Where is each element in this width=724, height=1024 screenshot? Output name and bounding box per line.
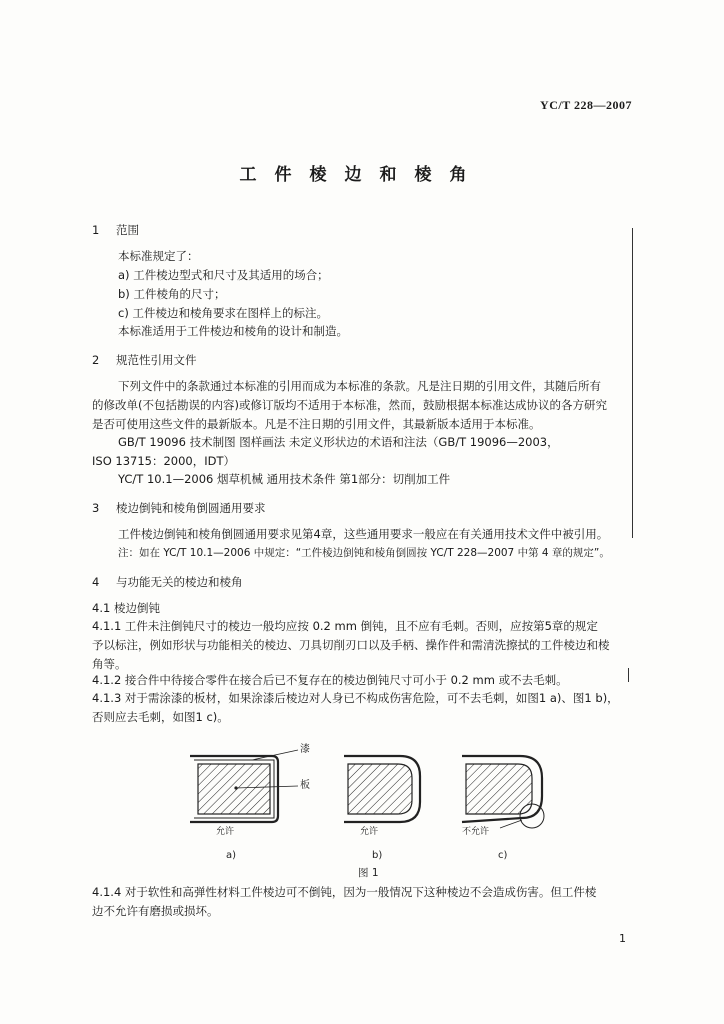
caption-not-allowed-c: 不允许 [462, 827, 490, 837]
revision-bar [632, 228, 633, 538]
section-1-intro: 本标准规定了： [118, 249, 199, 263]
clause-4-1-4-line: 4.1.4 对于软性和高弹性材料工件棱边可不倒钝，因为一般情况下这种棱边不会造成伤害。但工件棱 [92, 885, 597, 899]
caption-allowed-b: 允许 [360, 827, 379, 837]
revision-bar [628, 668, 629, 682]
subfigure-label-c: c) [498, 850, 508, 861]
clause-4-1-heading: 4.1 棱边倒钝 [92, 601, 160, 615]
section-4-title: 与功能无关的棱边和棱角 [116, 575, 243, 589]
section-3-title: 棱边倒钝和棱角倒圆通用要求 [116, 501, 266, 515]
section-4-number: 4 [92, 575, 100, 589]
list-item: b) 工件棱角的尺寸； [118, 287, 226, 301]
section-3-para: 工件棱边倒钝和棱角倒圆通用要求见第4章，这些通用要求一般应在有关通用技术文件中被引用。 [118, 527, 609, 541]
caption-allowed-a: 允许 [216, 827, 235, 837]
section-3-number: 3 [92, 501, 100, 515]
clause-4-1-3-line: 4.1.3 对于需涂漆的板材，如果涂漆后棱边对人身已不构成伤害危险，可不去毛刺，如图1 a)、图1 b)， [92, 691, 619, 705]
clause-4-1-1-line: 予以标注，例如形状与功能相关的棱边、刀具切削刃口以及手柄、操作件和需清洗擦拭的工件棱边和棱 [92, 638, 610, 652]
subfigure-label-b: b) [372, 850, 383, 861]
label-plate: 板 [300, 780, 310, 791]
figure-1 [160, 730, 580, 880]
list-item: a) 工件棱边型式和尺寸及其适用的场合； [118, 268, 329, 282]
section-4-heading [92, 574, 243, 590]
clause-4-1-1-line: 4.1.1 工件未注倒钝尺寸的棱边一般均应按 0.2 mm 倒钝，且不应有毛刺。否则，应按第5章的规定 [92, 619, 598, 633]
figure-title: 图 1 [358, 867, 379, 879]
standard-number: YC/T 228—2007 [540, 98, 632, 112]
section-1-heading [92, 222, 139, 238]
document-title: 工件棱边和棱角 [239, 165, 485, 185]
section-2-para-line: 的修改单(不包括勘误的内容)或修订版均不适用于本标准，然而，鼓励根据本标准达成协议的各方研究 [92, 398, 607, 412]
section-1-scope: 本标准适用于工件棱边和棱角的设计和制造。 [118, 324, 348, 338]
section-2-title: 规范性引用文件 [116, 353, 197, 367]
plate-cross-section [198, 764, 270, 814]
leader-line-defect [500, 820, 522, 828]
subfigure-label-a: a) [226, 850, 237, 861]
section-2-para-line: 是否可使用这些文件的最新版本。凡是不注日期的引用文件，其最新版本适用于本标准。 [92, 417, 541, 431]
reference-gbt-19096: GB/T 19096 技术制图 图样画法 未定义形状边的术语和注法（GB/T 19096—2003， [118, 435, 559, 449]
section-3-heading [92, 500, 266, 516]
reference-gbt-19096-cont: ISO 13715：2000，IDT） [92, 454, 236, 468]
clause-4-1-2: 4.1.2 接合件中待接合零件在接合后已不复存在的棱边倒钝尺寸可小于 0.2 mm 或不去毛刺。 [92, 673, 568, 687]
list-item: c) 工件棱边和棱角要求在图样上的标注。 [118, 306, 328, 320]
reference-yct-10-1: YC/T 10.1—2006 烟草机械 通用技术条件 第1部分：切削加工件 [118, 472, 451, 486]
figure-1a [190, 742, 310, 861]
page-number: 1 [619, 932, 626, 945]
section-2-heading [92, 352, 197, 368]
plate-cross-section [466, 764, 532, 814]
section-1-number: 1 [92, 223, 100, 237]
figure-1b [344, 756, 420, 861]
section-2-para-line: 下列文件中的条款通过本标准的引用而成为本标准的条款。凡是注日期的引用文件，其随后所有 [118, 379, 601, 393]
section-2-number: 2 [92, 353, 100, 367]
section-3-note: 注：如在 YC/T 10.1—2006 中规定：“工件棱边倒钝和棱角倒圆按 YC/T 228—2007 中第 4 章的规定”。 [118, 547, 610, 559]
section-1-title: 范围 [116, 223, 139, 237]
figure-1c [462, 756, 544, 861]
label-paint: 漆 [300, 744, 310, 755]
plate-cross-section [348, 764, 412, 814]
clause-4-1-3-line: 否则应去毛刺，如图1 c)。 [92, 710, 229, 724]
clause-4-1-1-line: 角等。 [92, 657, 127, 671]
clause-4-1-4-line: 边不允许有磨损或损坏。 [92, 904, 219, 918]
